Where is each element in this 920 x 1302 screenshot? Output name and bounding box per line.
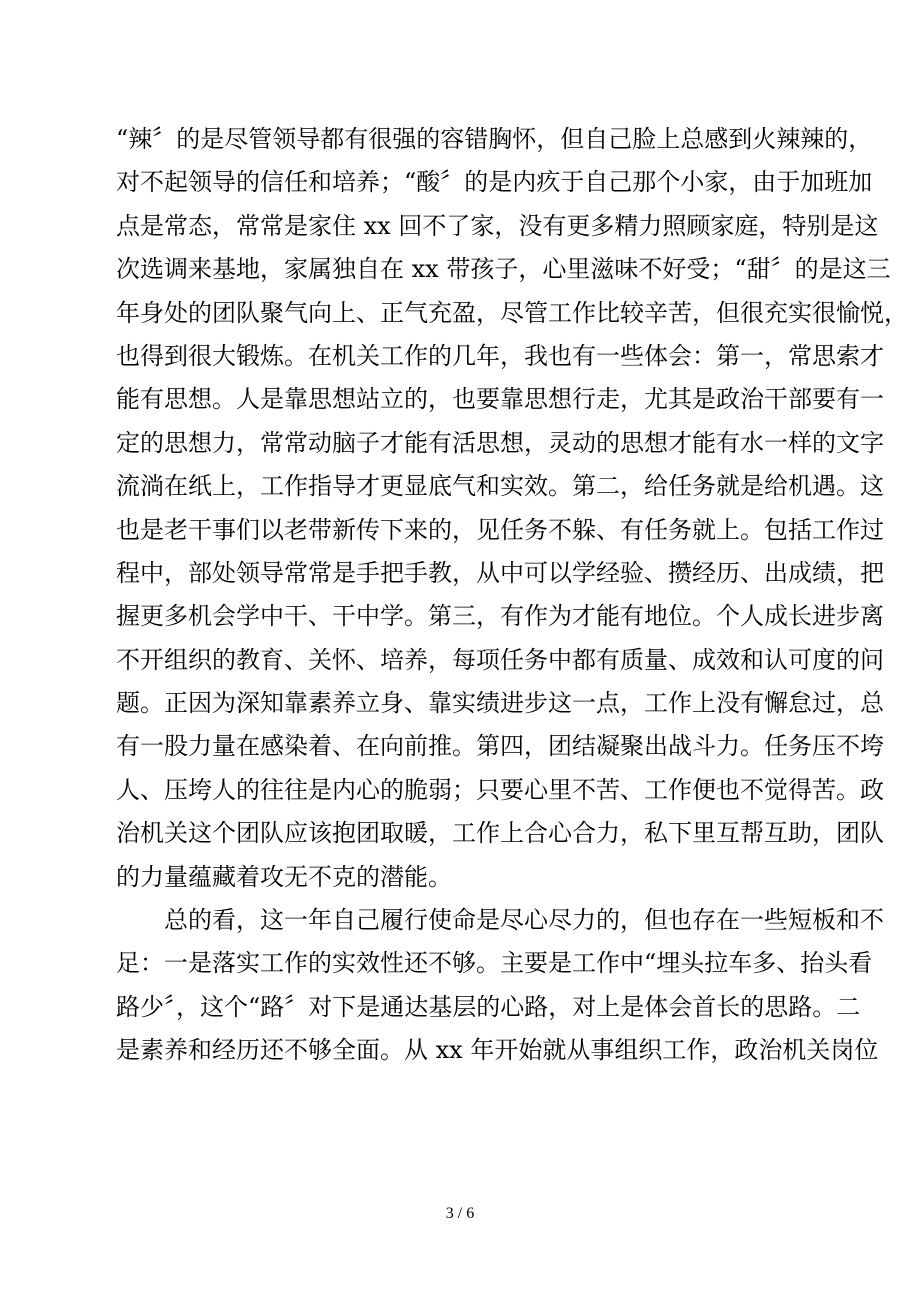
text-line: 也是老干事们以老带新传下来的，见任务不躲、有任务就上。包括工作过 [116, 515, 884, 544]
paragraph-2 [116, 899, 884, 1073]
text-line: 治机关这个团队应该抱团取暖，工作上合心合力，私下里互帮互助，团队 [116, 819, 884, 848]
text-line: 也得到很大锻炼。在机关工作的几年，我也有一些体会：第一，常思索才 [116, 341, 884, 370]
document-body [116, 118, 908, 1073]
text-line: “辣〞的是尽管领导都有很强的容错胸怀，但自己脸上总感到火辣辣的， [116, 125, 873, 153]
text-line: 程中，部处领导常常是手把手教，从中可以学经验、攒经历、出成绩，把 [116, 558, 884, 587]
text-line: 握更多机会学中干、干中学。第三，有作为才能有地位。个人成长进步离 [116, 602, 884, 631]
text-line: 人、压垮人的往往是内心的脆弱；只要心里不苦、工作便也不觉得苦。政 [116, 775, 884, 804]
text-line: 定的思想力，常常动脑子才能有活思想，灵动的思想才能有水一样的文字 [116, 428, 884, 457]
page-number: 3 / 6 [445, 1205, 475, 1222]
text-line: 题。正因为深知靠素养立身、靠实绩进步这一点，工作上没有懈怠过，总 [116, 689, 884, 718]
text-line: 足：一是落实工作的实效性还不够。主要是工作中“埋头拉车多、抬头看 [116, 949, 873, 978]
text-line: 路少〞，这个“路〞对下是通达基层的心路，对上是体会首长的思路。二 [116, 992, 861, 1021]
text-line: 总的看，这一年自己履行使命是尽心尽力的，但也存在一些短板和不 [116, 906, 884, 935]
text-line: 流淌在纸上，工作指导才更显底气和实效。第二，给任务就是给机遇。这 [116, 472, 884, 501]
text-line: 能有思想。人是靠思想站立的，也要靠思想行走，尤其是政治干部要有一 [116, 385, 884, 414]
text-line: 次选调来基地，家属独自在 xx 带孩子，心里滋味不好受；“甜〞的是这三 [116, 255, 891, 284]
paragraph-1 [116, 118, 908, 899]
text-line: 点是常态，常常是家住 xx 回不了家，没有更多精力照顾家庭，特别是这 [116, 211, 879, 240]
text-line: 有一股力量在感染着、在向前推。第四，团结凝聚出战斗力。任务压不垮 [116, 732, 884, 761]
text-line: 的力量蕴藏着攻无不克的潜能。 [116, 862, 452, 891]
text-line: 不开组织的教育、关怀、培养，每项任务中都有质量、成效和认可度的问 [116, 645, 884, 674]
text-line: 对不起领导的信任和培养；“酸〞的是内疚于自己那个小家，由于加班加 [116, 168, 873, 197]
text-line: 是素养和经历还不够全面。从 xx 年开始就从事组织工作，政治机关岗位 [116, 1036, 879, 1065]
text-line: 年身处的团队聚气向上、正气充盈，尽管工作比较辛苦，但很充实很愉悦， [116, 298, 908, 327]
